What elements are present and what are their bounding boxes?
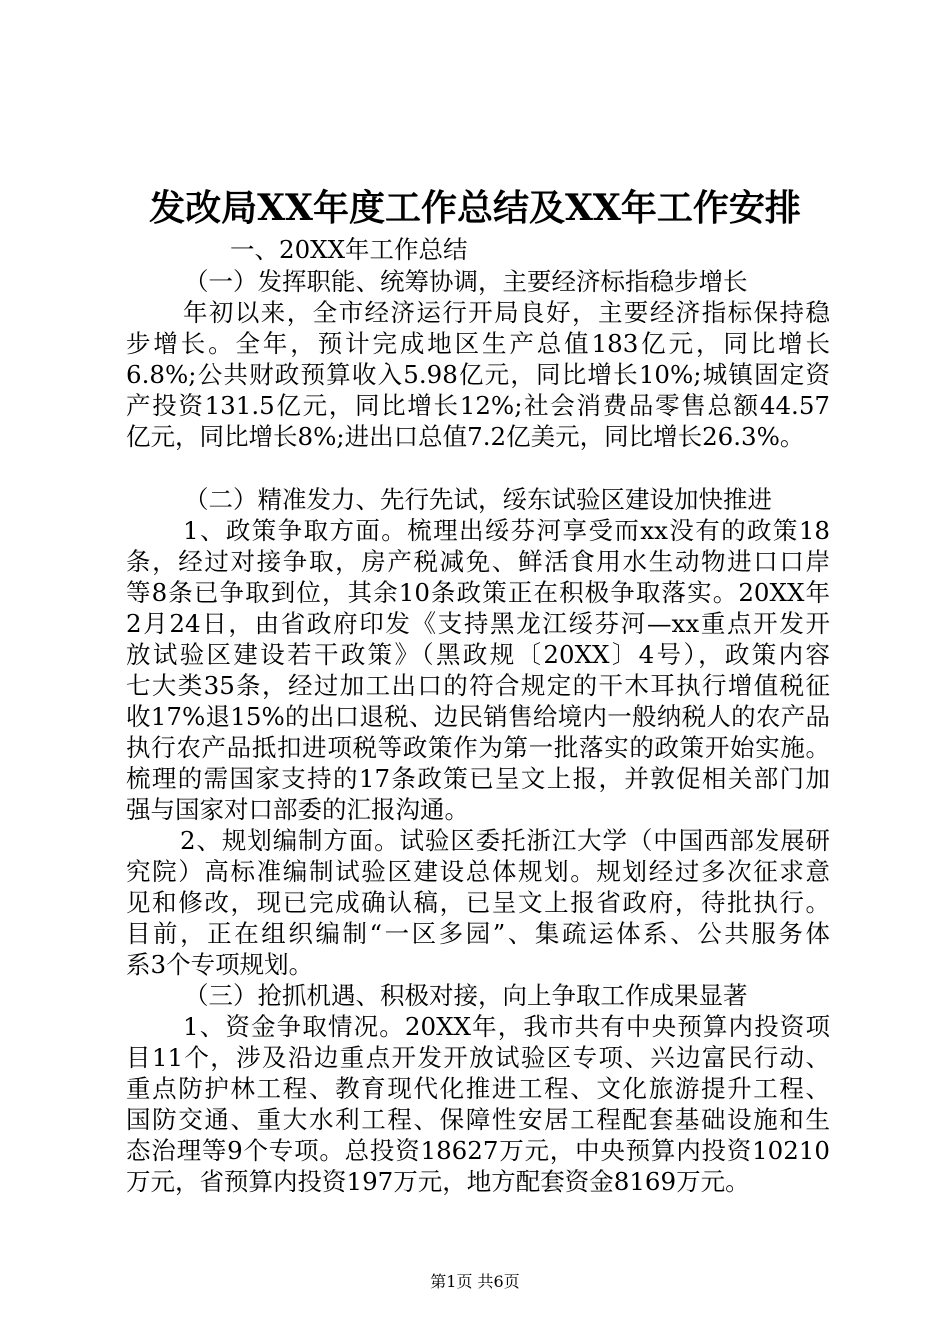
paragraph-line: 收17%退15%的出口退税、边民销售给境内一般纳税人的农产品	[126, 702, 830, 731]
paragraph-line: 步增长。全年，预计完成地区生产总值183亿元，同比增长	[126, 329, 830, 358]
paragraph-line: 强与国家对口部委的汇报沟通。	[126, 795, 469, 824]
page-footer: 第1页 共6页	[430, 1272, 520, 1291]
paragraph-line: 年初以来，全市经济运行开局良好，主要经济指标保持稳	[183, 298, 830, 327]
document-title: 发改局XX年度工作总结及XX年工作安排	[149, 187, 801, 229]
paragraph-line: 2、规划编制方面。试验区委托浙江大学（中国西部发展研	[180, 826, 830, 855]
paragraph-line: 放试验区建设若干政策》（黑政规〔20XX〕4号），政策内容	[126, 640, 830, 669]
paragraph-line: 条，经过对接争取，房产税减免、鲜活食用水生动物进口口岸	[126, 547, 830, 576]
paragraph-line: 万元，省预算内投资197万元，地方配套资金8169万元。	[126, 1167, 750, 1196]
paragraph-line: 国防交通、重大水利工程、保障性安居工程配套基础设施和生	[126, 1105, 830, 1134]
subsection-heading: （一）发挥职能、统筹协调，主要经济标指稳步增长	[184, 267, 748, 296]
paragraph-line: 等8条已争取到位，其余10条政策正在积极争取落实。20XX年	[126, 578, 830, 607]
paragraph-line: 七大类35条，经过加工出口的符合规定的干木耳执行增值税征	[126, 671, 830, 700]
paragraph-line: 目11个，涉及沿边重点开发开放试验区专项、兴边富民行动、	[126, 1043, 830, 1072]
subsection-heading: （二）精准发力、先行先试，绥东试验区建设加快推进	[184, 485, 772, 514]
paragraph-line: 2月24日，由省政府印发《支持黑龙江绥芬河—xx重点开发开	[126, 609, 830, 638]
paragraph-line: 执行农产品抵扣进项税等政策作为第一批落实的政策开始实施。	[126, 733, 830, 762]
section-heading: 一、20XX年工作总结	[230, 235, 468, 264]
paragraph-line: 究院）高标准编制试验区建设总体规划。规划经过多次征求意	[126, 857, 830, 886]
paragraph-line: 态治理等9个专项。总投资18627万元，中央预算内投资10210	[126, 1136, 830, 1165]
paragraph-line: 6.8%;公共财政预算收入5.98亿元，同比增长10%;城镇固定资	[126, 360, 830, 389]
paragraph-line: 梳理的需国家支持的17条政策已呈文上报，并敦促相关部门加	[126, 764, 830, 793]
paragraph-line: 系3个专项规划。	[126, 950, 314, 979]
subsection-heading: （三）抢抓机遇、积极对接，向上争取工作成果显著	[184, 981, 748, 1010]
paragraph-line: 1、政策争取方面。梳理出绥芬河享受而xx没有的政策18	[183, 516, 830, 545]
paragraph-line: 亿元，同比增长8%;进出口总值7.2亿美元，同比增长26.3%。	[126, 422, 805, 451]
paragraph-line: 产投资131.5亿元，同比增长12%;社会消费品零售总额44.57	[126, 391, 830, 420]
paragraph-line: 见和修改，现已完成确认稿，已呈文上报省政府，待批执行。	[126, 888, 830, 917]
paragraph-line: 重点防护林工程、教育现代化推进工程、文化旅游提升工程、	[126, 1074, 830, 1103]
paragraph-line: 1、资金争取情况。20XX年，我市共有中央预算内投资项	[183, 1012, 830, 1041]
paragraph-line: 目前，正在组织编制“一区多园”、集疏运体系、公共服务体	[126, 919, 830, 948]
